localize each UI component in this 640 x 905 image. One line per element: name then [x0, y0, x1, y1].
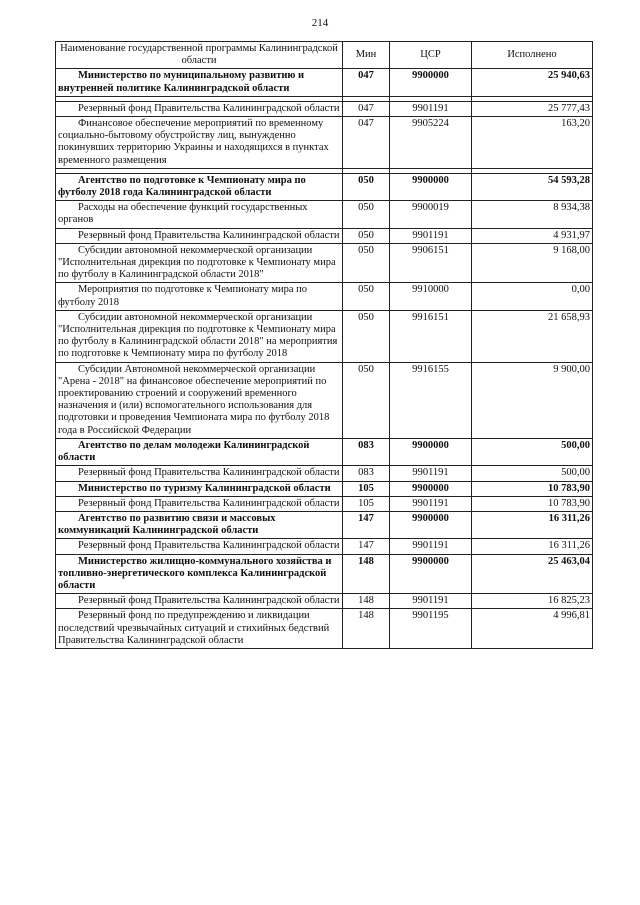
row-min-cell: 050: [343, 201, 390, 228]
table-row: [56, 69, 593, 96]
row-min-cell: 148: [343, 609, 390, 649]
row-min-cell: 148: [343, 594, 390, 609]
row-min-cell: 050: [343, 362, 390, 438]
table-row: [56, 173, 593, 200]
header-min: Мин: [343, 42, 390, 69]
row-min-cell: 047: [343, 69, 390, 96]
budget-table: [55, 41, 593, 649]
row-done-cell: 16 311,26: [472, 511, 593, 538]
table-row: [56, 283, 593, 310]
header-done: Исполнено: [472, 42, 593, 69]
row-done-cell: 10 783,90: [472, 481, 593, 496]
table-row: [56, 117, 593, 169]
row-done-cell: 25 777,43: [472, 101, 593, 116]
table-row: [56, 496, 593, 511]
row-csr-cell: 9900000: [390, 554, 472, 594]
table-row: [56, 609, 593, 649]
row-min-cell: 148: [343, 554, 390, 594]
row-min-cell: 083: [343, 438, 390, 465]
row-name-cell: Резервный фонд Правительства Калининградской области: [56, 539, 343, 554]
table-body: [56, 69, 593, 649]
row-min-cell: 047: [343, 117, 390, 169]
table-row: [56, 243, 593, 283]
header-name: Наименование государственной программы Калининградской области: [56, 42, 343, 69]
row-name-cell: Финансовое обеспечение мероприятий по временному социально-бытовому обустройству лиц, вынужденно покинувших территорию Украины и находящихся в пунктах временного размещения: [56, 117, 343, 169]
row-csr-cell: 9901195: [390, 609, 472, 649]
row-name-cell: Субсидии Автономной некоммерческой организации "Арена - 2018" на финансовое обеспечение мероприятий по проектированию строений и сооружений временного назначения и (или) вспомогательного использования для подготовки и проведения Чемпионата мира по футболу 2018 года в Российской Федерации: [56, 362, 343, 438]
table-row: [56, 511, 593, 538]
row-name-cell: Резервный фонд по предупреждению и ликвидации последствий чрезвычайных ситуаций и стихийных бедствий Правительства Калининградской области: [56, 609, 343, 649]
row-csr-cell: 9901191: [390, 496, 472, 511]
row-csr-cell: 9906151: [390, 243, 472, 283]
row-done-cell: 8 934,38: [472, 201, 593, 228]
row-name-cell: Резервный фонд Правительства Калининградской области: [56, 101, 343, 116]
row-csr-cell: 9901191: [390, 594, 472, 609]
page-number: 214: [311, 17, 329, 29]
row-csr-cell: 9901191: [390, 228, 472, 243]
row-min-cell: 083: [343, 466, 390, 481]
row-csr-cell: 9900000: [390, 173, 472, 200]
row-csr-cell: 9900000: [390, 481, 472, 496]
row-min-cell: 050: [343, 173, 390, 200]
row-done-cell: 21 658,93: [472, 310, 593, 362]
header-csr: ЦСР: [390, 42, 472, 69]
row-done-cell: 25 940,63: [472, 69, 593, 96]
row-done-cell: 9 168,00: [472, 243, 593, 283]
row-csr-cell: 9900019: [390, 201, 472, 228]
row-name-cell: Субсидии автономной некоммерческой организации "Исполнительная дирекция по подготовке к Чемпионату мира по футболу в Калининградской области 2018" на мероприятия по подготовке к Чемпионату мира по футболу 2018: [56, 310, 343, 362]
row-min-cell: 050: [343, 310, 390, 362]
table-row: [56, 362, 593, 438]
table-row: [56, 481, 593, 496]
table-row: [56, 438, 593, 465]
row-done-cell: 9 900,00: [472, 362, 593, 438]
table-row: [56, 101, 593, 116]
table-header-row: [56, 42, 593, 69]
row-csr-cell: 9900000: [390, 438, 472, 465]
table-row: [56, 466, 593, 481]
row-csr-cell: 9916155: [390, 362, 472, 438]
row-csr-cell: 9916151: [390, 310, 472, 362]
row-done-cell: 0,00: [472, 283, 593, 310]
row-csr-cell: 9900000: [390, 69, 472, 96]
row-csr-cell: 9901191: [390, 466, 472, 481]
row-done-cell: 4 931,97: [472, 228, 593, 243]
row-name-cell: Резервный фонд Правительства Калининградской области: [56, 594, 343, 609]
row-done-cell: 500,00: [472, 466, 593, 481]
row-name-cell: Резервный фонд Правительства Калининградской области: [56, 466, 343, 481]
row-csr-cell: 9905224: [390, 117, 472, 169]
row-done-cell: 4 996,81: [472, 609, 593, 649]
table-row: [56, 554, 593, 594]
table-row: [56, 539, 593, 554]
table-row: [56, 228, 593, 243]
row-done-cell: 54 593,28: [472, 173, 593, 200]
row-min-cell: 105: [343, 496, 390, 511]
row-done-cell: 16 311,26: [472, 539, 593, 554]
row-name-cell: Субсидии автономной некоммерческой организации "Исполнительная дирекция по подготовке к Чемпионату мира по футболу в Калининградской области 2018": [56, 243, 343, 283]
row-min-cell: 147: [343, 539, 390, 554]
row-done-cell: 25 463,04: [472, 554, 593, 594]
row-csr-cell: 9901191: [390, 539, 472, 554]
row-done-cell: 163,20: [472, 117, 593, 169]
table-row: [56, 310, 593, 362]
row-done-cell: 10 783,90: [472, 496, 593, 511]
row-csr-cell: 9910000: [390, 283, 472, 310]
row-name-cell: Расходы на обеспечение функций государственных органов: [56, 201, 343, 228]
row-min-cell: 047: [343, 101, 390, 116]
row-name-cell: Резервный фонд Правительства Калининградской области: [56, 228, 343, 243]
row-min-cell: 050: [343, 228, 390, 243]
row-name-cell: Министерство по муниципальному развитию и внутренней политике Калининградской области: [56, 69, 343, 96]
row-name-cell: Резервный фонд Правительства Калининградской области: [56, 496, 343, 511]
table-row: [56, 201, 593, 228]
row-name-cell: Агентство по делам молодежи Калининградской области: [56, 438, 343, 465]
row-min-cell: 147: [343, 511, 390, 538]
row-name-cell: Агентство по развитию связи и массовых коммуникаций Калининградской области: [56, 511, 343, 538]
row-min-cell: 105: [343, 481, 390, 496]
row-done-cell: 500,00: [472, 438, 593, 465]
row-name-cell: Министерство по туризму Калининградской области: [56, 481, 343, 496]
row-name-cell: Министерство жилищно-коммунального хозяйства и топливно-энергетического комплекса Калининградской области: [56, 554, 343, 594]
table-row: [56, 594, 593, 609]
row-name-cell: Мероприятия по подготовке к Чемпионату мира по футболу 2018: [56, 283, 343, 310]
row-done-cell: 16 825,23: [472, 594, 593, 609]
row-csr-cell: 9900000: [390, 511, 472, 538]
row-min-cell: 050: [343, 243, 390, 283]
row-name-cell: Агентство по подготовке к Чемпионату мира по футболу 2018 года Калининградской области: [56, 173, 343, 200]
row-csr-cell: 9901191: [390, 101, 472, 116]
row-min-cell: 050: [343, 283, 390, 310]
